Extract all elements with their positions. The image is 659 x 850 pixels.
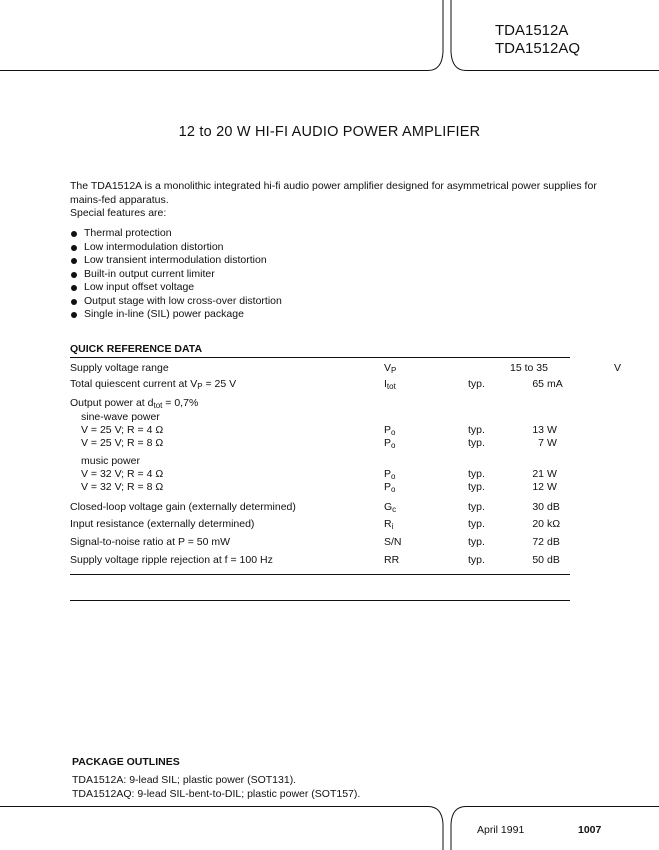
footer-curve bbox=[420, 800, 470, 850]
quick-reference-heading: QUICK REFERENCE DATA bbox=[70, 343, 203, 355]
package-item: TDA1512A: 9-lead SIL; plastic power (SOT131). bbox=[72, 774, 297, 786]
product-code-primary: TDA1512A bbox=[495, 22, 569, 39]
intro bbox=[70, 180, 610, 221]
table-top-rule bbox=[70, 357, 570, 358]
package-item: TDA1512AQ: 9-lead SIL-bent-to-DIL; plastic power (SOT157). bbox=[72, 788, 361, 800]
features-label: Special features are: bbox=[70, 207, 167, 219]
footer-rule-right bbox=[466, 806, 659, 807]
product-codes bbox=[495, 22, 580, 58]
list-item: Single in-line (SIL) power package bbox=[70, 308, 282, 322]
page-number: 1007 bbox=[578, 824, 602, 836]
footer-rule bbox=[0, 806, 428, 807]
header-curve bbox=[420, 0, 470, 75]
list-item: Low transient intermodulation distortion bbox=[70, 254, 282, 268]
list-item: Built-in output current limiter bbox=[70, 268, 282, 282]
list-item: Low intermodulation distortion bbox=[70, 241, 282, 255]
feature-list bbox=[70, 227, 282, 322]
intro-description: The TDA1512A is a monolithic integrated hi-fi audio power amplifier designed for asymmetrical power supplies for mains-fed apparatus. bbox=[70, 180, 597, 206]
header-rule bbox=[0, 70, 428, 71]
page-title: 12 to 20 W HI-FI AUDIO POWER AMPLIFIER bbox=[178, 124, 481, 140]
package-outlines-heading: PACKAGE OUTLINES bbox=[72, 756, 180, 768]
list-item: Thermal protection bbox=[70, 227, 282, 241]
footer-date: April 1991 bbox=[477, 824, 525, 836]
section-rule bbox=[70, 600, 570, 601]
list-item: Output stage with low cross-over distortion bbox=[70, 295, 282, 309]
list-item: Low input offset voltage bbox=[70, 281, 282, 295]
header-rule-right bbox=[466, 70, 659, 71]
table-bottom-rule bbox=[70, 574, 570, 575]
product-code-secondary: TDA1512AQ bbox=[495, 40, 581, 57]
